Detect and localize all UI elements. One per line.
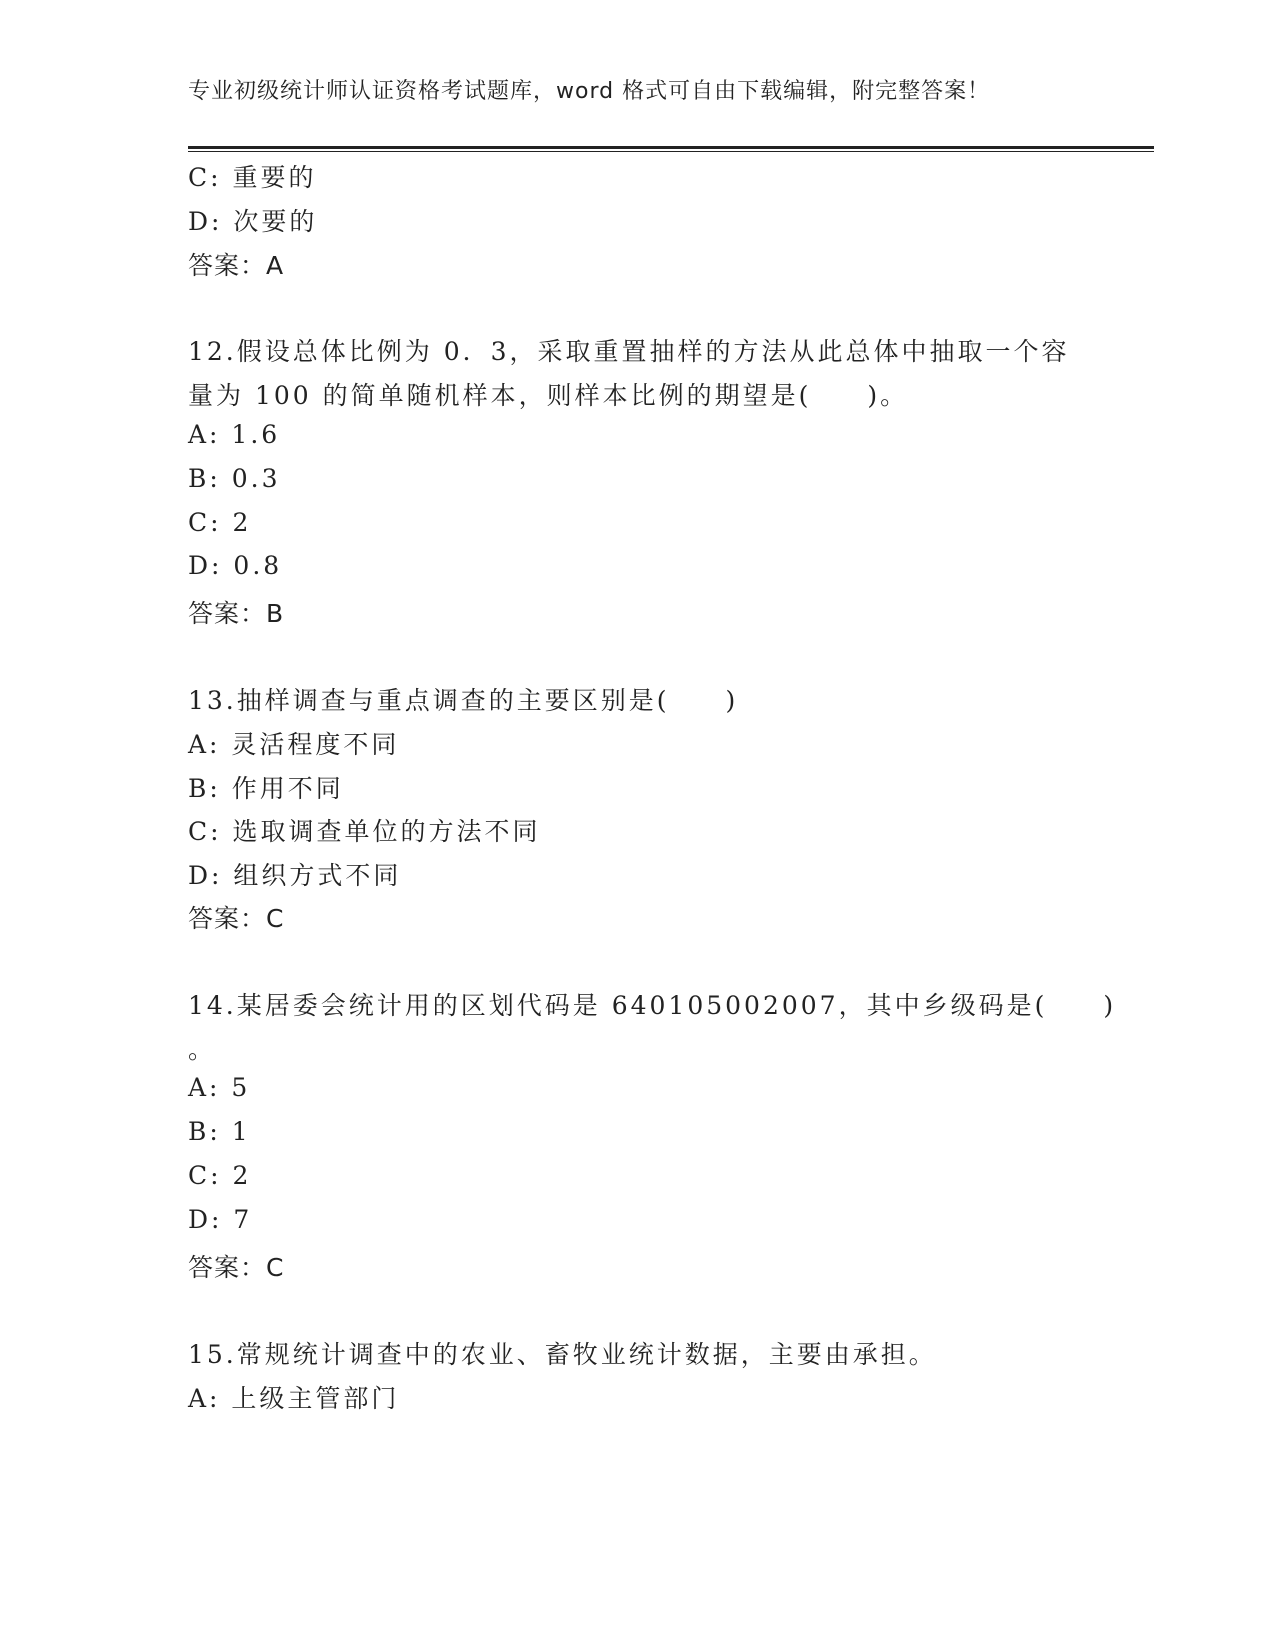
- q13-option-a: A: 灵活程度不同: [188, 730, 400, 759]
- q11-answer: 答案：A: [188, 251, 285, 280]
- header-rule-thick: [188, 146, 1154, 149]
- q11-option-d: D: 次要的: [188, 207, 318, 236]
- q12-stem-line1: 12.假设总体比例为 0．3，采取重置抽样的方法从此总体中抽取一个容: [188, 337, 1070, 366]
- q12-option-a: A: 1.6: [188, 420, 281, 449]
- q15-option-a: A: 上级主管部门: [188, 1384, 400, 1413]
- q12-option-b: B: 0.3: [188, 464, 281, 493]
- q14-option-c: C: 2: [188, 1161, 252, 1190]
- q12-stem-line2: 量为 100 的简单随机样本，则样本比例的期望是( )。: [188, 381, 909, 410]
- q12-answer: 答案：B: [188, 599, 285, 628]
- q12-option-c: C: 2: [188, 508, 252, 537]
- q13-option-d: D: 组织方式不同: [188, 861, 402, 890]
- q15-stem: 15.常规统计调查中的农业、畜牧业统计数据，主要由承担。: [188, 1340, 937, 1369]
- q11-option-c: C: 重要的: [188, 163, 317, 192]
- q13-answer: 答案：C: [188, 904, 285, 933]
- q14-stem-line2: 。: [188, 1035, 217, 1064]
- q13-option-b: B: 作用不同: [188, 774, 344, 803]
- q14-stem-line1: 14.某居委会统计用的区划代码是 640105002007，其中乡级码是( ): [188, 991, 1117, 1020]
- q14-answer: 答案：C: [188, 1253, 285, 1282]
- q13-stem: 13.抽样调查与重点调查的主要区别是( ): [188, 686, 739, 715]
- q14-option-d: D: 7: [188, 1205, 253, 1234]
- q12-option-d: D: 0.8: [188, 551, 283, 580]
- q14-option-b: B: 1: [188, 1117, 251, 1146]
- q14-option-a: A: 5: [188, 1073, 251, 1102]
- q13-option-c: C: 选取调查单位的方法不同: [188, 817, 541, 846]
- header-rule-thin: [188, 151, 1154, 152]
- page-header: 专业初级统计师认证资格考试题库，word 格式可自由下载编辑，附完整答案！: [188, 79, 991, 104]
